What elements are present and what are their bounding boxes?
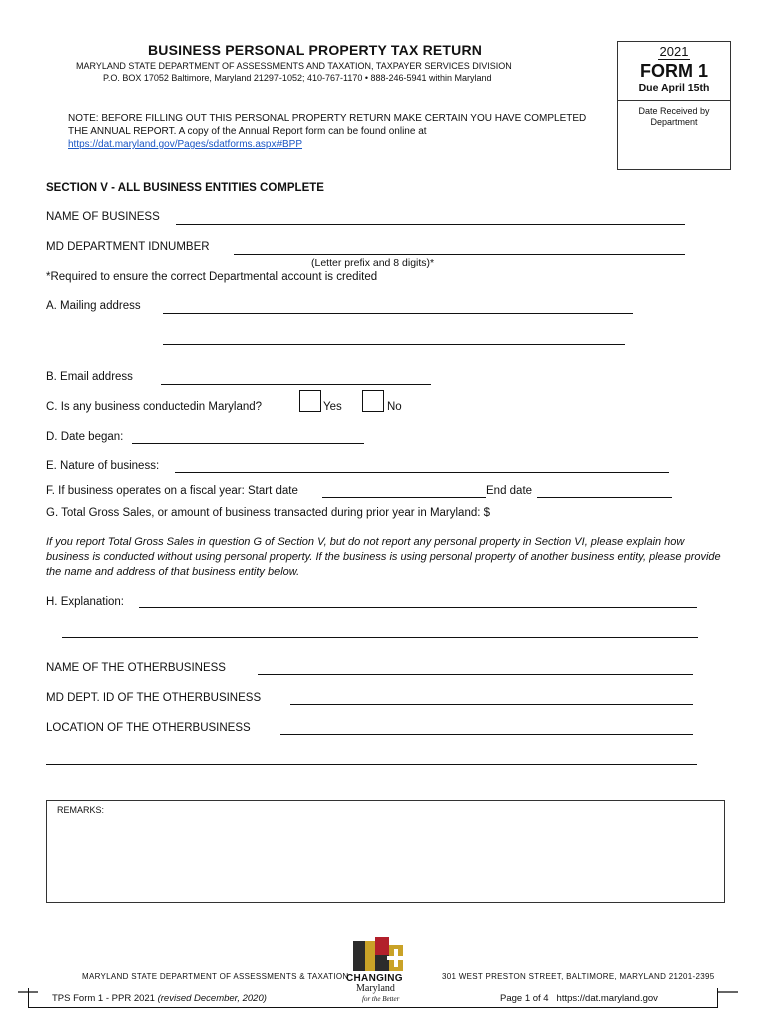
explanation-label: H. Explanation: xyxy=(46,596,124,608)
other-business-name-label: NAME OF THE OTHERBUSINESS xyxy=(46,662,226,674)
date-began-field[interactable] xyxy=(132,443,364,444)
page-number: Page 1 of 4 xyxy=(500,993,549,1004)
box-divider xyxy=(618,100,730,101)
remarks-label: REMARKS: xyxy=(57,805,105,815)
other-business-id-field[interactable] xyxy=(290,704,693,705)
annual-report-link[interactable]: https://dat.maryland.gov/Pages/sdatforms.aspx#BPP xyxy=(68,139,303,150)
yes-checkbox[interactable] xyxy=(299,390,321,412)
md-dept-id-field[interactable] xyxy=(234,254,685,255)
logo-text-better: for the Better xyxy=(362,995,400,1003)
fiscal-end-field[interactable] xyxy=(537,497,672,498)
footer-rule-right xyxy=(718,991,738,993)
other-business-location-field[interactable] xyxy=(280,734,693,735)
other-business-id-label: MD DEPT. ID OF THE OTHERBUSINESS xyxy=(46,692,262,704)
mailing-address-line2[interactable] xyxy=(163,344,625,345)
logo-graphic-icon xyxy=(347,937,417,973)
explanation-line1[interactable] xyxy=(139,607,697,608)
other-business-location-label: LOCATION OF THE OTHERBUSINESS xyxy=(46,722,251,734)
fiscal-end-label: End date xyxy=(486,485,533,497)
footer-address: 301 WEST PRESTON STREET, BALTIMORE, MARYLAND 21201-2395 xyxy=(442,972,715,981)
nature-of-business-label: E. Nature of business: xyxy=(46,460,160,472)
logo-text-changing: CHANGING xyxy=(346,973,403,984)
name-of-business-label: NAME OF BUSINESS xyxy=(46,211,160,223)
yes-label: Yes xyxy=(323,401,342,413)
footer-form-id: TPS Form 1 - PPR 2021 (revised December, 2020) xyxy=(52,993,267,1004)
mailing-address-line1[interactable] xyxy=(163,313,633,314)
agency-line: MARYLAND STATE DEPARTMENT OF ASSESSMENTS AND TAXATION, TAXPAYER SERVICES DIVISION xyxy=(76,61,512,71)
mailing-address-label: A. Mailing address xyxy=(46,300,141,312)
id-format-hint: (Letter prefix and 8 digits)* xyxy=(311,257,435,269)
email-label: B. Email address xyxy=(46,371,133,383)
md-dept-id-label: MD DEPARTMENT IDNUMBER xyxy=(46,241,210,253)
explanation-instructions: If you report Total Gross Sales in question G of Section V, but do not report any personal property in Section VI, please explain how business is conducted without using personal property. If the business is using personal property of another business entity, please provide the name and address of that business entity below. xyxy=(46,536,721,578)
footer-revised: (revised December, 2020) xyxy=(157,993,267,1004)
gross-sales-label: G. Total Gross Sales, or amount of business transacted during prior year in Maryland: $ xyxy=(46,507,491,519)
required-note: *Required to ensure the correct Departmental account is credited xyxy=(46,271,378,283)
email-field[interactable] xyxy=(161,384,431,385)
footer-page-info xyxy=(500,993,658,1004)
date-received-label: Date Received by Department xyxy=(638,106,710,127)
explanation-line2[interactable] xyxy=(62,637,698,638)
name-of-business-field[interactable] xyxy=(176,224,685,225)
remarks-box[interactable] xyxy=(46,800,725,903)
fiscal-start-field[interactable] xyxy=(322,497,486,498)
conducted-in-maryland-label: C. Is any business conductedin Maryland? xyxy=(46,401,263,413)
form-id-box xyxy=(617,41,731,170)
nature-of-business-field[interactable] xyxy=(175,472,669,473)
date-began-label: D. Date began: xyxy=(46,431,124,443)
footer-department: MARYLAND STATE DEPARTMENT OF ASSESSMENTS & TAXATION xyxy=(82,972,349,981)
note-text: : BEFORE FILLING OUT THIS PERSONAL PROPERTY RETURN MAKE CERTAIN YOU HAVE COMPLETED THE ANNUAL REPORT. A copy of the Annual Report form can be found online at xyxy=(68,113,587,137)
other-business-name-field[interactable] xyxy=(258,674,693,675)
address-line: P.O. BOX 17052 Baltimore, Maryland 21297-1052; 410-767-1170 • 888-246-5941 within Maryland xyxy=(103,73,492,83)
no-label: No xyxy=(387,401,402,413)
note-paragraph xyxy=(68,112,608,151)
logo-text-maryland: Maryland xyxy=(356,983,395,994)
other-business-location-line2[interactable] xyxy=(46,764,697,765)
form-year: 2021 xyxy=(659,44,689,59)
form-number: FORM 1 xyxy=(639,61,708,81)
due-date: Due April 15th xyxy=(638,82,710,94)
note-prefix: NOTE xyxy=(68,113,96,124)
section-heading: SECTION V - ALL BUSINESS ENTITIES COMPLETE xyxy=(46,182,324,194)
form-title: BUSINESS PERSONAL PROPERTY TAX RETURN xyxy=(148,42,483,58)
no-checkbox[interactable] xyxy=(362,390,384,412)
fiscal-start-label: F. If business operates on a fiscal year: Start date xyxy=(46,485,298,497)
footer-url[interactable]: https://dat.maryland.gov xyxy=(556,993,658,1004)
